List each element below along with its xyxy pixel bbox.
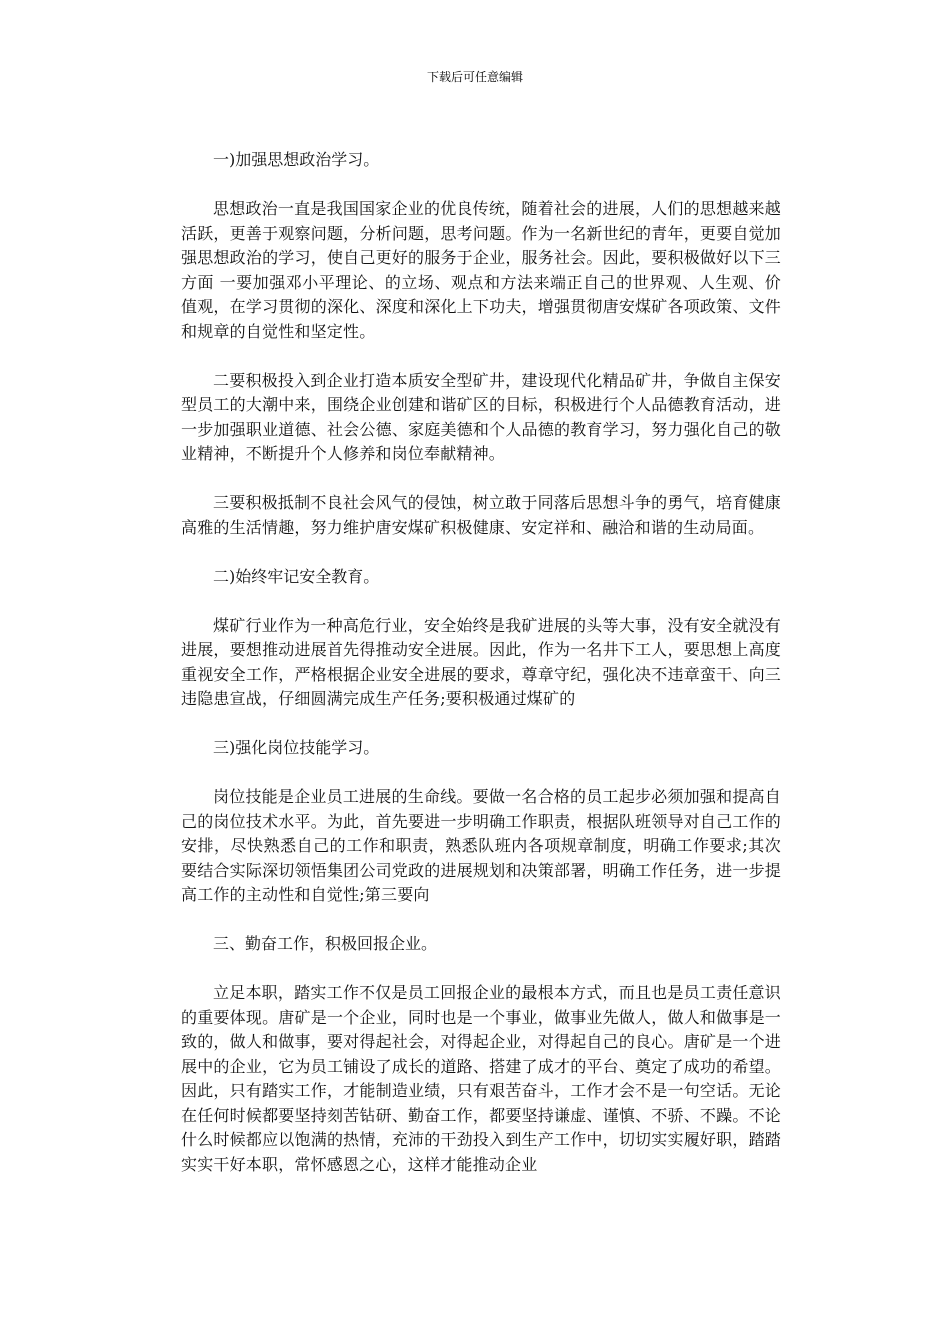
paragraph-1: 思想政治一直是我国国家企业的优良传统，随着社会的进展，人们的思想越来越活跃，更善于观察问题，分析问题，思考问题。作为一名新世纪的青年，更要自觉加强思想政治的学习，使自己更好的服务于企业，服务社会。因此，要积极做好以下三方面 一要加强邓小平理论、的立场、观点和方法来端正自己的世界观、人生观、价值观，在学习贯彻的深化、深度和深化上下功夫，增强贯彻唐安煤矿各项政策、文件和规章的自觉性和坚定性。 — [181, 199, 781, 341]
section-heading-4: 三、勤奋工作，积极回报企业。 — [213, 934, 438, 953]
section-heading-1: 一)加强思想政治学习。 — [213, 150, 380, 169]
header-note: 下载后可任意编辑 — [426, 70, 523, 84]
section-heading-3: 三)强化岗位技能学习。 — [213, 738, 380, 757]
paragraph-5: 岗位技能是企业员工进展的生命线。要做一名合格的员工起步必须加强和提高自己的岗位技术水平。为此，首先要进一步明确工作职责，根据队班领导对自己工作的安排，尽快熟悉自己的工作和职责，熟悉队班内各项规章制度，明确工作要求;其次要结合实际深切领悟集团公司党政的进展规划和决策部署，明确工作任务，进一步提高工作的主动性和自觉性;第三要向 — [181, 787, 781, 904]
paragraph-3: 三要积极抵制不良社会风气的侵蚀，树立敢于同落后思想斗争的勇气，培育健康高雅的生活情趣，努力维护唐安煤矿积极健康、安定祥和、融洽和谐的生动局面。 — [181, 493, 781, 537]
paragraph-6: 立足本职，踏实工作不仅是员工回报企业的最根本方式，而且也是员工责任意识的重要体现。唐矿是一个企业，同时也是一个事业，做事业先做人，做人和做事是一致的，做人和做事，要对得起社会，对得起企业，对得起自己的良心。唐矿是一个进展中的企业，它为员工铺设了成长的道路、搭建了成才的平台、奠定了成功的希望。因此，只有踏实工作，才能制造业绩，只有艰苦奋斗，工作才会不是一句空话。无论在任何时候都要坚持刻苦钻研、勤奋工作，都要坚持谦虚、谨慎、不骄、不躁。不论什么时候都应以饱满的热情，充沛的干劲投入到生产工作中，切切实实履好职，踏踏实实干好本职，常怀感恩之心，这样才能推动企业 — [181, 983, 781, 1174]
document-body — [181, 148, 781, 1202]
paragraph-4: 煤矿行业作为一种高危行业，安全始终是我矿进展的头等大事，没有安全就没有进展，要想推动进展首先得推动安全进展。因此，作为一名井下工人，要思想上高度重视安全工作，严格根据企业安全进展的要求，尊章守纪，强化决不违章蛮干、向三违隐患宣战，仔细圆满完成生产任务;要积极通过煤矿的 — [181, 615, 781, 708]
section-heading-2: 二)始终牢记安全教育。 — [213, 566, 380, 586]
paragraph-2: 二要积极投入到企业打造本质安全型矿井，建设现代化精品矿井，争做自主保安型员工的大潮中来，围绕企业创建和谐矿区的目标，积极进行个人品德教育活动，进一步加强职业道德、社会公德、家庭美德和个人品德的教育学习，努力强化自己的敬业精神，不断提升个人修养和岗位奉献精神。 — [181, 370, 781, 463]
